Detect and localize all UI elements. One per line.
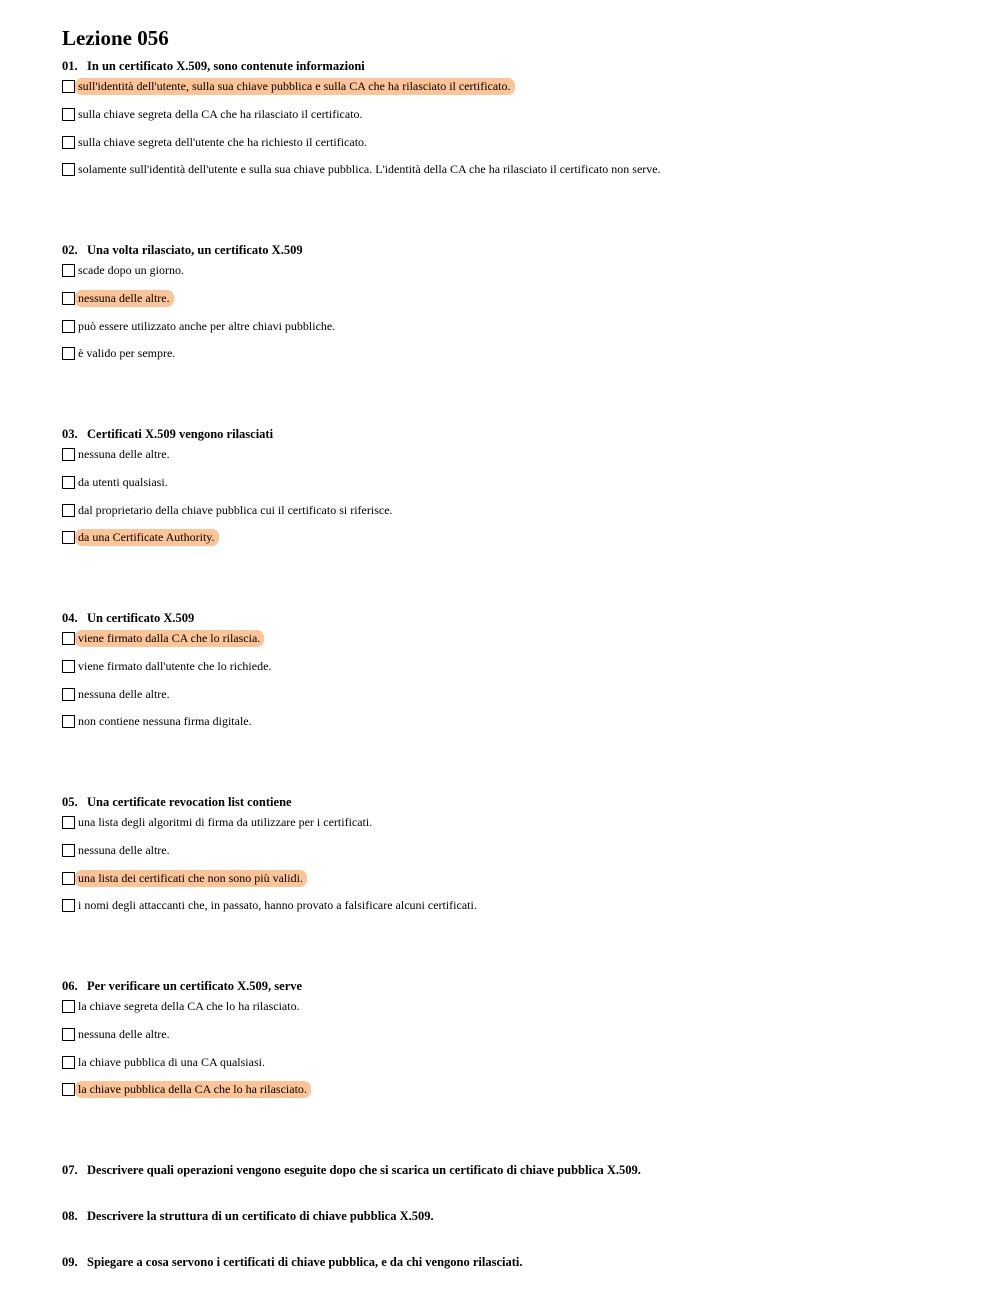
answer-option[interactable]	[62, 686, 962, 714]
question-06	[62, 978, 962, 1156]
answer-checkbox[interactable]	[62, 531, 75, 544]
question-05	[62, 794, 962, 972]
question-text: Descrivere la struttura di un certificato di chiave pubblica X.509.	[87, 1209, 434, 1223]
answer-checkbox[interactable]	[62, 136, 75, 149]
question-heading	[62, 1208, 962, 1224]
answer-option[interactable]	[62, 1081, 962, 1109]
answer-option[interactable]	[62, 134, 962, 162]
answer-checkbox[interactable]	[62, 320, 75, 333]
answer-text: nessuna delle altre.	[78, 842, 170, 857]
answer-checkbox[interactable]	[62, 1028, 75, 1041]
answer-option[interactable]	[62, 446, 962, 474]
answer-checkbox[interactable]	[62, 715, 75, 728]
answer-text: è valido per sempre.	[78, 346, 176, 361]
question-text: Un certificato X.509	[87, 611, 195, 625]
answer-checkbox[interactable]	[62, 688, 75, 701]
answer-option[interactable]	[62, 262, 962, 290]
answer-option[interactable]	[62, 106, 962, 134]
question-number: 06.	[62, 979, 78, 993]
answer-option[interactable]	[62, 814, 962, 842]
question-heading	[62, 610, 962, 626]
answer-text: la chiave segreta della CA che lo ha rilasciato.	[78, 999, 300, 1013]
question-02	[62, 242, 962, 420]
question-heading	[62, 58, 962, 74]
answer-option[interactable]	[62, 502, 962, 530]
answer-option[interactable]	[62, 998, 962, 1026]
answer-option[interactable]	[62, 529, 962, 557]
question-01	[62, 58, 962, 236]
answer-text: viene firmato dall'utente che lo richiede.	[78, 658, 272, 673]
document-page	[62, 24, 962, 1294]
answer-checkbox[interactable]	[62, 264, 75, 277]
answer-text: dal proprietario della chiave pubblica cui il certificato si riferisce.	[78, 502, 393, 517]
question-text: Una certificate revocation list contiene	[87, 795, 292, 809]
question-number: 03.	[62, 427, 78, 441]
answer-text-highlighted: viene firmato dalla CA che lo rilascia.	[75, 630, 264, 647]
question-text: Una volta rilasciato, un certificato X.509	[87, 243, 303, 257]
answer-option[interactable]	[62, 713, 962, 741]
answer-checkbox[interactable]	[62, 1000, 75, 1013]
question-08	[62, 1208, 962, 1248]
question-text: Descrivere quali operazioni vengono eseguite dopo che si scarica un certificato di chiave pubblica X.509.	[87, 1163, 641, 1177]
answer-text-highlighted: nessuna delle altre.	[75, 290, 174, 307]
answer-text: da utenti qualsiasi.	[78, 474, 168, 489]
answer-checkbox[interactable]	[62, 1056, 75, 1069]
answer-text: la chiave pubblica di una CA qualsiasi.	[78, 1054, 265, 1069]
answer-checkbox[interactable]	[62, 80, 75, 93]
question-list	[62, 58, 962, 1156]
answer-option[interactable]	[62, 78, 962, 106]
answer-checkbox[interactable]	[62, 163, 75, 176]
answer-checkbox[interactable]	[62, 108, 75, 121]
answer-checkbox[interactable]	[62, 292, 75, 305]
question-heading	[62, 1162, 962, 1178]
answer-option[interactable]	[62, 474, 962, 502]
answer-option[interactable]	[62, 290, 962, 318]
answer-option[interactable]	[62, 345, 962, 373]
answer-checkbox[interactable]	[62, 660, 75, 673]
question-text: Spiegare a cosa servono i certificati di chiave pubblica, e da chi vengono rilasciati.	[87, 1255, 523, 1269]
answer-option[interactable]	[62, 897, 962, 925]
lesson-title: Lezione 056	[62, 26, 169, 50]
answer-text: i nomi degli attaccanti che, in passato, hanno provato a falsificare alcuni certificati.	[78, 898, 477, 913]
answer-option[interactable]	[62, 870, 962, 898]
question-number: 07.	[62, 1163, 78, 1177]
question-number: 04.	[62, 611, 78, 625]
answer-text: una lista degli algoritmi di firma da utilizzare per i certificati.	[78, 815, 373, 829]
answer-checkbox[interactable]	[62, 1083, 75, 1096]
answer-checkbox[interactable]	[62, 632, 75, 645]
answer-option[interactable]	[62, 161, 962, 189]
answer-option[interactable]	[62, 1054, 962, 1082]
question-heading	[62, 978, 962, 994]
question-number: 05.	[62, 795, 78, 809]
question-03	[62, 426, 962, 604]
question-heading	[62, 794, 962, 810]
answer-checkbox[interactable]	[62, 504, 75, 517]
answer-text: sulla chiave segreta dell'utente che ha richiesto il certificato.	[78, 134, 368, 149]
answer-text: può essere utilizzato anche per altre chiavi pubbliche.	[78, 318, 336, 333]
answer-checkbox[interactable]	[62, 816, 75, 829]
answer-text: nessuna delle altre.	[78, 447, 170, 461]
answer-text-highlighted: una lista dei certificati che non sono più validi.	[75, 870, 307, 887]
question-text: In un certificato X.509, sono contenute informazioni	[87, 59, 365, 73]
answer-text: nessuna delle altre.	[78, 686, 170, 701]
answer-checkbox[interactable]	[62, 448, 75, 461]
answer-text: solamente sull'identità dell'utente e sulla sua chiave pubblica. L'identità della CA che ha rilasciato il certificato non serve.	[78, 162, 661, 177]
answer-checkbox[interactable]	[62, 347, 75, 360]
answer-text-highlighted: da una Certificate Authority.	[75, 529, 219, 546]
question-heading	[62, 426, 962, 442]
answer-checkbox[interactable]	[62, 872, 75, 885]
question-heading	[62, 1254, 962, 1270]
answer-option[interactable]	[62, 1026, 962, 1054]
answer-checkbox[interactable]	[62, 476, 75, 489]
answer-option[interactable]	[62, 658, 962, 686]
question-number: 09.	[62, 1255, 78, 1269]
question-number: 02.	[62, 243, 78, 257]
answer-checkbox[interactable]	[62, 899, 75, 912]
answer-option[interactable]	[62, 630, 962, 658]
answer-option[interactable]	[62, 842, 962, 870]
open-question-list	[62, 1162, 962, 1294]
answer-text: non contiene nessuna firma digitale.	[78, 714, 252, 729]
answer-text: sulla chiave segreta della CA che ha rilasciato il certificato.	[78, 106, 363, 121]
question-04	[62, 610, 962, 788]
answer-text: nessuna delle altre.	[78, 1026, 170, 1041]
question-number: 08.	[62, 1209, 78, 1223]
question-number: 01.	[62, 59, 78, 73]
answer-text-highlighted: la chiave pubblica della CA che lo ha rilasciato.	[75, 1081, 311, 1098]
answer-checkbox[interactable]	[62, 844, 75, 857]
question-text: Per verificare un certificato X.509, serve	[87, 979, 303, 993]
answer-option[interactable]	[62, 318, 962, 346]
question-09	[62, 1254, 962, 1294]
question-07	[62, 1162, 962, 1202]
answer-text: scade dopo un giorno.	[78, 263, 184, 277]
question-text: Certificati X.509 vengono rilasciati	[87, 427, 274, 441]
answer-text-highlighted: sull'identità dell'utente, sulla sua chiave pubblica e sulla CA che ha rilasciato il certificato.	[75, 78, 515, 95]
question-heading	[62, 242, 962, 258]
